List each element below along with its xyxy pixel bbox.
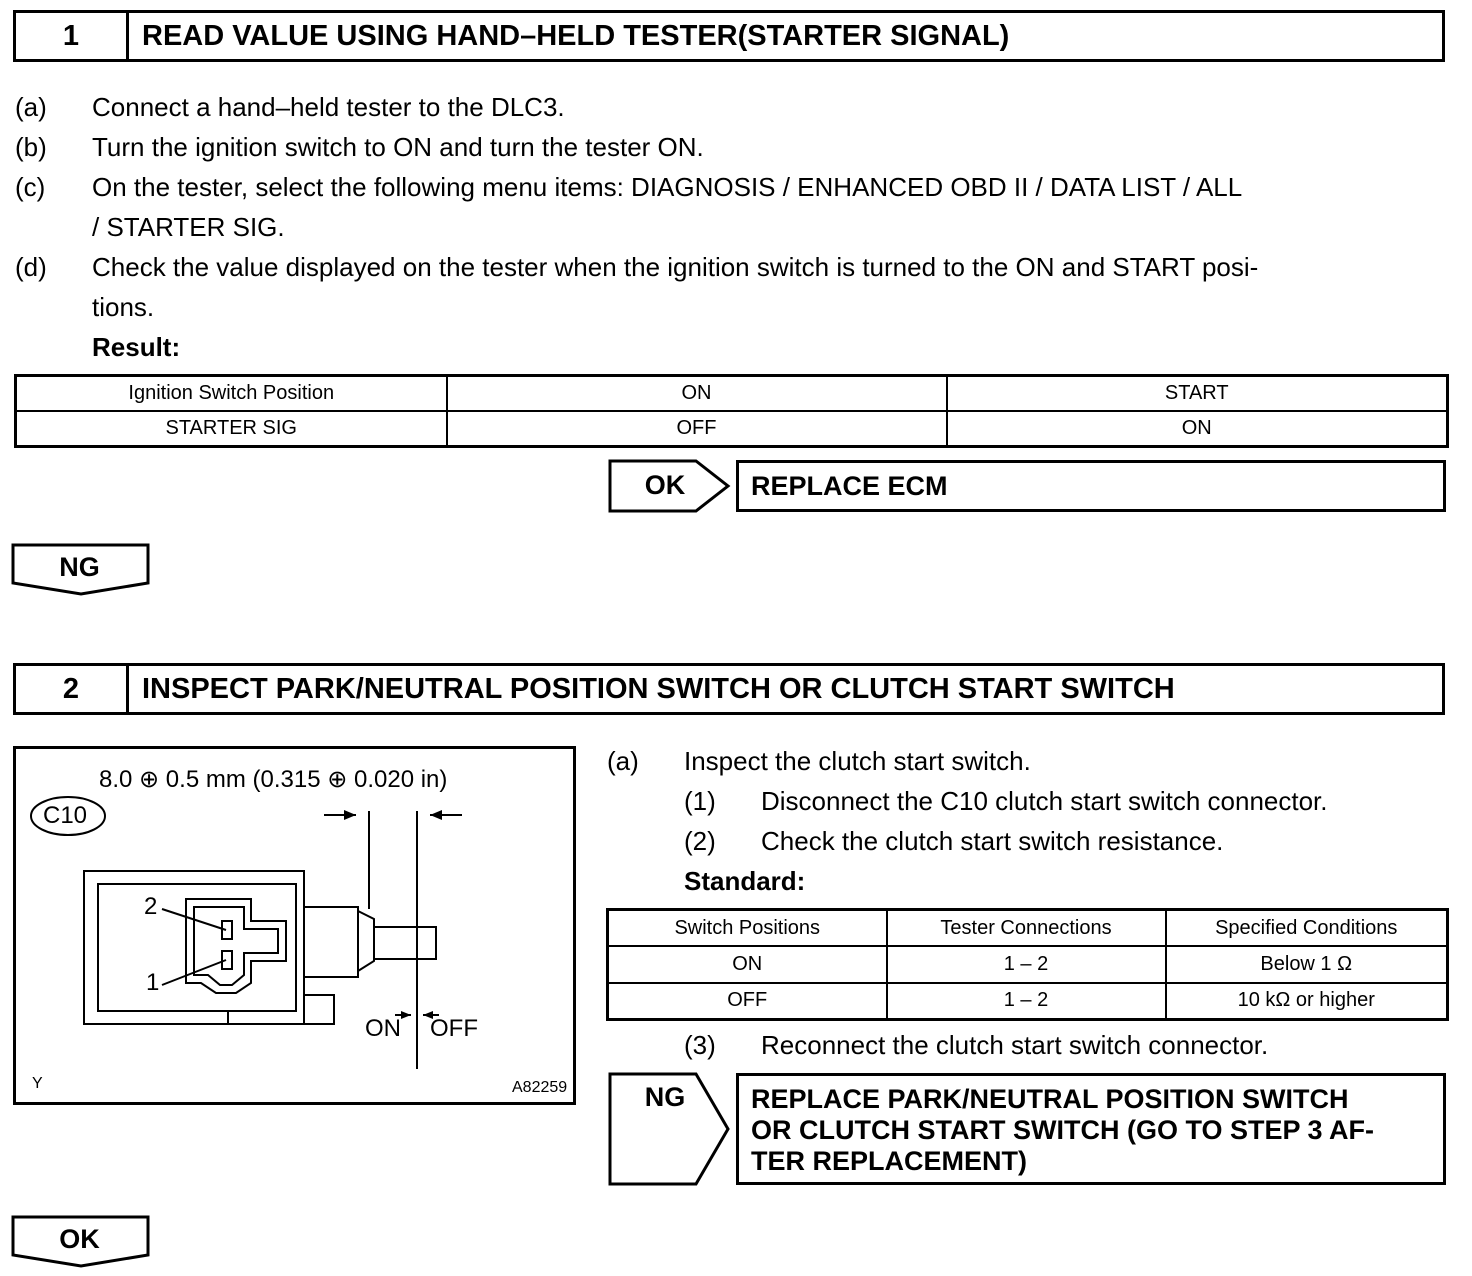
connector-id-label: C10 <box>43 802 88 829</box>
item-text: Turn the ignition switch to ON and turn the tester ON. <box>92 132 704 162</box>
sub-text: Reconnect the clutch start switch connector. <box>761 1030 1269 1060</box>
ng-result-line: TER REPLACEMENT) <box>751 1146 1027 1176</box>
item-text: Check the value displayed on the tester when the ignition switch is turned to the ON and START posi- <box>92 252 1259 282</box>
table-cell: 1 – 2 <box>887 983 1166 1020</box>
item-text-continued: / STARTER SIG. <box>92 212 285 242</box>
item-text-continued: tions. <box>92 292 155 322</box>
item-label: (b) <box>15 132 47 162</box>
on-label: ON <box>365 1015 401 1042</box>
off-label: OFF <box>430 1015 478 1042</box>
step2-item-a <box>607 741 1447 781</box>
table-cell: Switch Positions <box>608 910 887 947</box>
step2-sub-2 <box>684 821 1454 861</box>
sub-label: (2) <box>684 826 716 856</box>
table-cell: 1 – 2 <box>887 946 1166 982</box>
ng-result-box <box>736 1073 1446 1185</box>
table-row <box>608 946 1448 982</box>
sub-text: Disconnect the C10 clutch start switch connector. <box>761 786 1328 816</box>
clutch-switch-figure <box>13 746 576 1105</box>
ng-result-line: REPLACE PARK/NEUTRAL POSITION SWITCH <box>751 1084 1349 1114</box>
result-table <box>14 374 1449 448</box>
step1-item-c <box>15 167 1455 247</box>
pin-2-label: 2 <box>144 893 158 920</box>
figure-id: A82259 <box>512 1079 568 1096</box>
item-label: (c) <box>15 172 46 202</box>
item-text: Connect a hand–held tester to the DLC3. <box>92 92 565 122</box>
sub-label: (3) <box>684 1030 716 1060</box>
step1-number: 1 <box>16 13 129 59</box>
table-cell: Tester Connections <box>887 910 1166 947</box>
ok-result-box <box>736 460 1446 512</box>
item-text: Inspect the clutch start switch. <box>684 746 1031 776</box>
ng-label: NG <box>644 1082 686 1112</box>
step2-sub-1 <box>684 781 1454 821</box>
table-cell: ON <box>947 411 1448 447</box>
table-cell: Ignition Switch Position <box>16 376 447 412</box>
step2-title: INSPECT PARK/NEUTRAL POSITION SWITCH OR CLUTCH START SWITCH <box>142 672 1175 705</box>
table-row <box>16 411 1448 447</box>
step1-item-d <box>15 247 1455 327</box>
pin-1-label: 1 <box>146 969 160 996</box>
result-label: Result: <box>92 332 181 362</box>
table-row <box>608 983 1448 1020</box>
step2-sub-3 <box>684 1025 1454 1065</box>
item-label: (a) <box>15 92 47 122</box>
step1-header <box>13 10 1445 62</box>
sub-text: Check the clutch start switch resistance. <box>761 826 1224 856</box>
step2-number: 2 <box>16 666 129 712</box>
corner-code: Y <box>32 1075 43 1092</box>
table-cell: 10 kΩ or higher <box>1166 983 1448 1020</box>
table-cell: Below 1 Ω <box>1166 946 1448 982</box>
step1-item-b <box>15 127 1455 167</box>
table-cell: ON <box>447 376 947 412</box>
table-cell: START <box>947 376 1448 412</box>
dimension-label: 8.0 ⊕ 0.5 mm (0.315 ⊕ 0.020 in) <box>99 766 448 793</box>
ng-result-line: OR CLUTCH START SWITCH (GO TO STEP 3 AF- <box>751 1115 1374 1145</box>
item-label: (d) <box>15 252 47 282</box>
table-cell: Specified Conditions <box>1166 910 1448 947</box>
standard-table <box>606 908 1449 1021</box>
table-cell: ON <box>608 946 887 982</box>
ok-label: OK <box>644 470 686 500</box>
table-cell: OFF <box>608 983 887 1020</box>
item-label: (a) <box>607 746 639 776</box>
ok-result-text: REPLACE ECM <box>751 471 948 501</box>
step1-item-a <box>15 87 1455 127</box>
standard-label: Standard: <box>684 866 806 896</box>
sub-label: (1) <box>684 786 716 816</box>
item-text: On the tester, select the following menu items: DIAGNOSIS / ENHANCED OBD II / DATA LIST / ALL <box>92 172 1243 202</box>
ng-label: NG <box>59 552 100 582</box>
step2-header <box>13 663 1445 715</box>
step1-title: READ VALUE USING HAND–HELD TESTER(STARTER SIGNAL) <box>142 19 1010 52</box>
table-cell: STARTER SIG <box>16 411 447 447</box>
table-cell: OFF <box>447 411 947 447</box>
table-row <box>608 910 1448 947</box>
ok-label: OK <box>59 1224 100 1254</box>
clutch-switch-drawing <box>16 749 573 1102</box>
table-row <box>16 376 1448 412</box>
